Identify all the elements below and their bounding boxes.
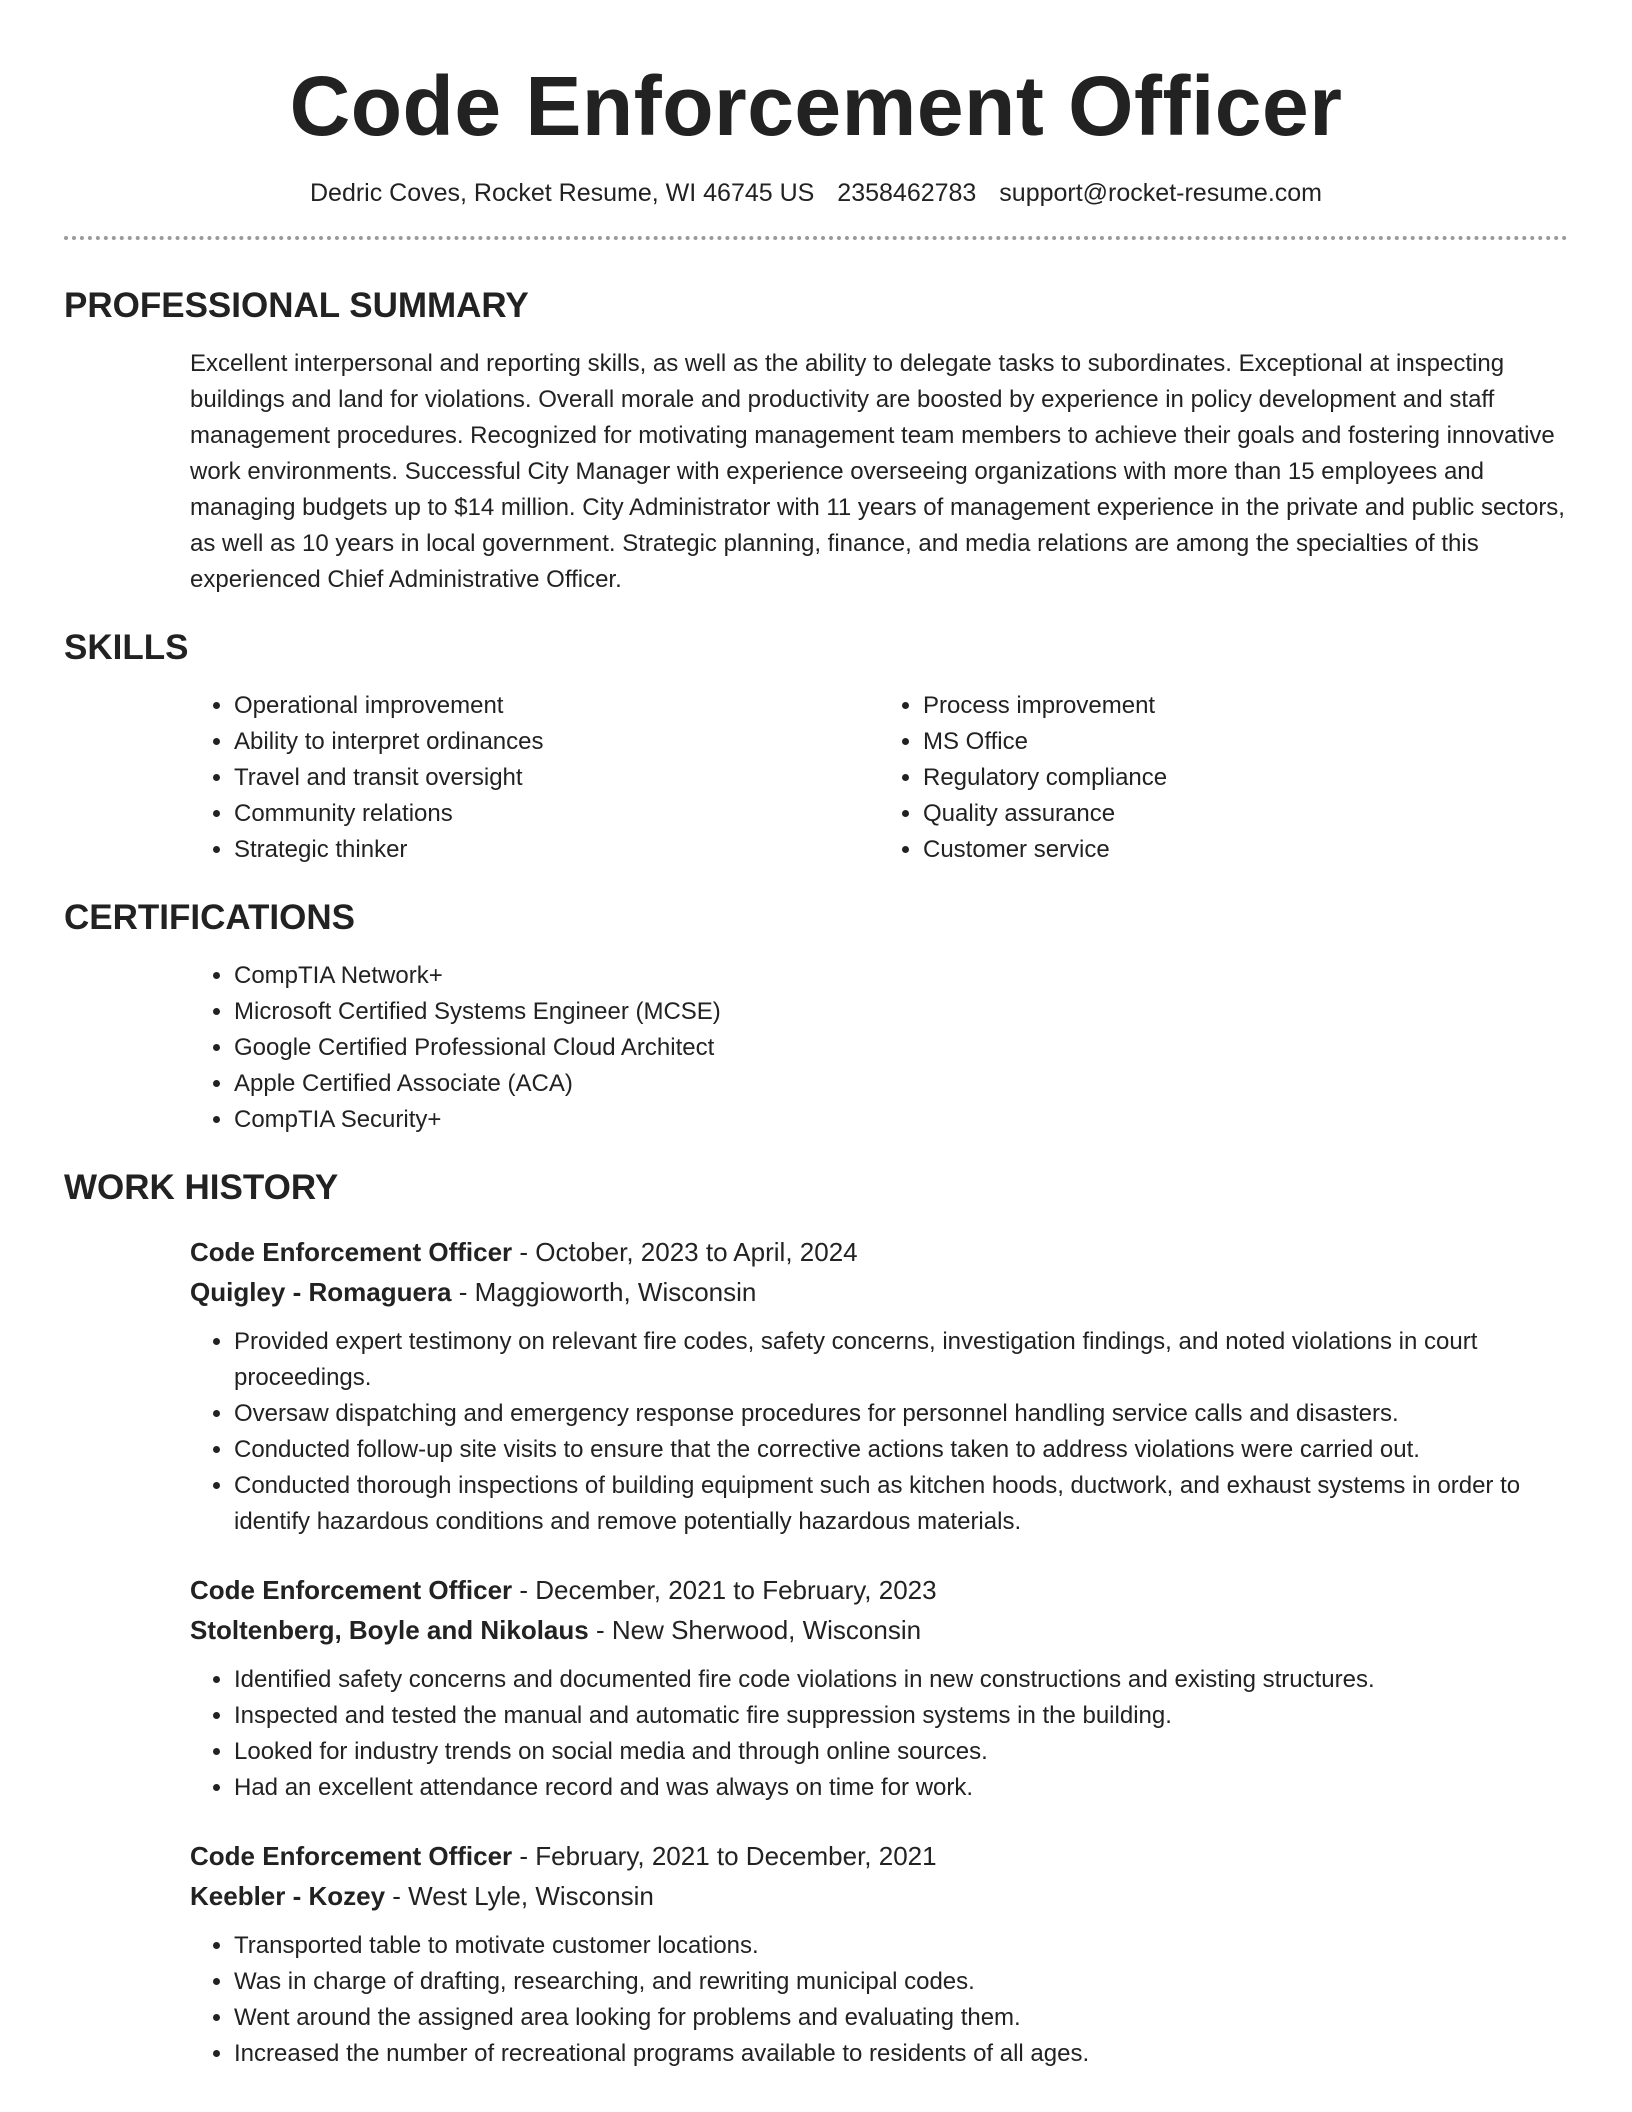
certification-item: • Google Certified Professional Cloud Architect <box>234 1030 1568 1066</box>
skill-item: • Travel and transit oversight <box>234 760 879 796</box>
job-bullet: • Inspected and tested the manual and automatic fire suppression systems in the building. <box>234 1698 1568 1734</box>
job-bullet: • Had an excellent attendance record and was always on time for work. <box>234 1770 1568 1806</box>
contact-address: Dedric Coves, Rocket Resume, WI 46745 US <box>309 179 815 207</box>
certifications-section <box>64 896 1568 1138</box>
certification-item: • CompTIA Security+ <box>234 1102 1568 1138</box>
job-company: Quigley - Romaguera <box>190 1277 452 1307</box>
job-location: - Maggioworth, Wisconsin <box>451 1277 757 1307</box>
job-entry <box>190 1836 1568 2072</box>
job-title-line <box>190 1570 1568 1610</box>
certification-item: • Apple Certified Associate (ACA) <box>234 1066 1568 1102</box>
job-bullet: • Identified safety concerns and documented fire code violations in new constructions and existing structures. <box>234 1662 1568 1698</box>
contact-phone[interactable]: 2358462783 <box>837 179 977 207</box>
job-bullet: • Went around the assigned area looking for problems and evaluating them. <box>234 2000 1568 2036</box>
skills-heading: SKILLS <box>64 628 189 667</box>
job-dates: - October, 2023 to April, 2024 <box>512 1237 858 1267</box>
job-bullet: • Conducted follow-up site visits to ensure that the corrective actions taken to address violations were carried out. <box>234 1432 1568 1468</box>
skills-section <box>64 626 1568 868</box>
job-bullet: • Increased the number of recreational programs available to residents of all ages. <box>234 2036 1568 2072</box>
job-dates: - December, 2021 to February, 2023 <box>512 1575 937 1605</box>
skill-item: • Operational improvement <box>234 688 879 724</box>
skill-item: • MS Office <box>923 724 1568 760</box>
skill-item: • Process improvement <box>923 688 1568 724</box>
job-entry <box>190 1570 1568 1806</box>
job-bullets <box>190 1662 1568 1806</box>
job-bullets <box>190 1324 1568 1540</box>
skill-item: • Strategic thinker <box>234 832 879 868</box>
job-bullets <box>190 1928 1568 2072</box>
job-company: Keebler - Kozey <box>190 1881 386 1911</box>
skill-item: • Regulatory compliance <box>923 760 1568 796</box>
job-company-line <box>190 1876 1568 1916</box>
work-history-section <box>64 1166 1568 2072</box>
skill-item: • Customer service <box>923 832 1568 868</box>
summary-text: Excellent interpersonal and reporting skills, as well as the ability to delegate tasks to subordinates. Exceptional at inspecting buildings and land for violations. Overall morale and productivity are boosted by experience in policy development and staff management procedures. Recognized for motivating management team members to achieve their goals and fostering innovative work environments. Successful City Manager with experience overseeing organizations with more than 15 employees and managing budgets up to $14 million. City Administrator with 11 years of management experience in the private and public sectors, as well as 10 years in local government. Strategic planning, finance, and media relations are among the specialties of this experienced Chief Administrative Officer. <box>190 350 1565 593</box>
skill-item: • Ability to interpret ordinances <box>234 724 879 760</box>
skill-item: • Community relations <box>234 796 879 832</box>
job-bullet: • Oversaw dispatching and emergency response procedures for personnel handling service calls and disasters. <box>234 1396 1568 1432</box>
job-title: Code Enforcement Officer <box>190 1237 513 1267</box>
certifications-list <box>190 958 1568 1138</box>
skills-grid <box>190 688 1568 868</box>
job-bullet: • Provided expert testimony on relevant fire codes, safety concerns, investigation findings, and noted violations in court proceedings. <box>234 1324 1568 1396</box>
job-dates: - February, 2021 to December, 2021 <box>512 1841 937 1871</box>
contact-email[interactable]: support@rocket-resume.com <box>999 179 1323 207</box>
certifications-heading: CERTIFICATIONS <box>64 898 356 937</box>
job-bullet: • Was in charge of drafting, researching, and rewriting municipal codes. <box>234 1964 1568 2000</box>
skill-item: • Quality assurance <box>923 796 1568 832</box>
job-company: Stoltenberg, Boyle and Nikolaus <box>190 1615 589 1645</box>
work-history-heading: WORK HISTORY <box>64 1168 339 1207</box>
summary-heading: PROFESSIONAL SUMMARY <box>64 286 529 325</box>
job-title: Code Enforcement Officer <box>190 1575 513 1605</box>
job-location: - West Lyle, Wisconsin <box>385 1881 654 1911</box>
job-title: Code Enforcement Officer <box>190 1841 513 1871</box>
job-company-line <box>190 1610 1568 1650</box>
summary-section <box>64 284 1568 598</box>
skills-list-left <box>190 688 879 868</box>
job-entry <box>190 1232 1568 1540</box>
job-bullet: • Conducted thorough inspections of building equipment such as kitchen hoods, ductwork, and exhaust systems in order to identify hazardous conditions and remove potentially hazardous materials. <box>234 1468 1568 1540</box>
certification-item: • CompTIA Network+ <box>234 958 1568 994</box>
job-title-line <box>190 1232 1568 1272</box>
job-bullet: • Transported table to motivate customer locations. <box>234 1928 1568 1964</box>
contact-line <box>64 176 1568 210</box>
header-divider <box>64 236 1568 240</box>
job-bullet: • Looked for industry trends on social media and through online sources. <box>234 1734 1568 1770</box>
certification-item: • Microsoft Certified Systems Engineer (MCSE) <box>234 994 1568 1030</box>
job-title-line <box>190 1836 1568 1876</box>
resume-title: Code Enforcement Officer <box>289 59 1343 153</box>
skills-list-right <box>879 688 1568 868</box>
resume-page <box>64 0 1568 2072</box>
job-company-line <box>190 1272 1568 1312</box>
job-location: - New Sherwood, Wisconsin <box>588 1615 922 1645</box>
